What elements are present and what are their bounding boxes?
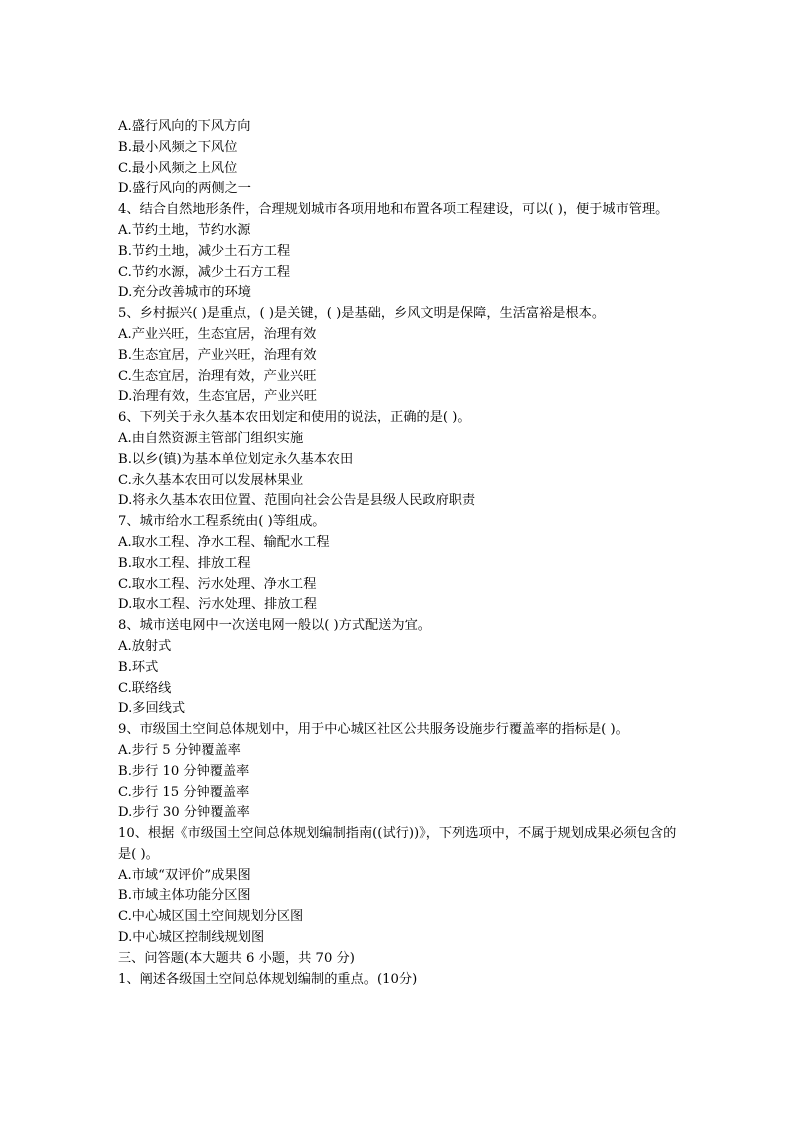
q6-option-d: D.将永久基本农田位置、范围向社会公告是县级人民政府职责 — [118, 493, 476, 509]
q6-option-c: C.永久基本农田可以发展林果业 — [118, 472, 304, 488]
q10-option-c: C.中心城区国土空间规划分区图 — [118, 909, 304, 925]
q4-option-a: A.节约土地，节约水源 — [118, 222, 251, 238]
q10-option-b: B.市域主体功能分区图 — [118, 888, 251, 904]
q3-option-d: D.盛行风向的两侧之一 — [118, 181, 251, 197]
q6-option-a: A.由自然资源主管部门组织实施 — [118, 430, 304, 446]
q9-option-c: C.步行 15 分钟覆盖率 — [118, 784, 250, 800]
q8-stem: 8、城市送电网中一次送电网一般以( )方式配送为宜。 — [118, 618, 431, 634]
q5-option-c: C.生态宜居，治理有效，产业兴旺 — [118, 368, 317, 384]
q3-option-b: B.最小风频之下风位 — [118, 139, 238, 155]
section-heading-essay: 三、问答题(本大题共 6 小题，共 70 分) — [118, 950, 355, 966]
q5-option-a: A.产业兴旺，生态宜居，治理有效 — [118, 326, 317, 342]
q5-option-b: B.生态宜居，产业兴旺，治理有效 — [118, 347, 317, 363]
q4-option-c: C.节约水源，减少土石方工程 — [118, 264, 291, 280]
q10-option-d: D.中心城区控制线规划图 — [118, 930, 265, 946]
q8-option-c: C.联络线 — [118, 680, 172, 696]
q10-stem: 10、根据《市级国土空间总体规划编制指南((试行))》，下列选项中，不属于规划成果必须包含的是( )。 — [118, 826, 677, 862]
q3-option-a: A.盛行风向的下风方向 — [118, 119, 251, 134]
q6-option-b: B.以乡(镇)为基本单位划定永久基本农田 — [118, 451, 354, 467]
q9-option-d: D.步行 30 分钟覆盖率 — [118, 805, 250, 821]
q10-option-a: A.市域“双评价”成果图 — [118, 867, 251, 883]
q7-stem: 7、城市给水工程系统由( )等组成。 — [118, 514, 326, 530]
q4-stem: 4、结合自然地形条件，合理规划城市各项用地和布置各项工程建设，可以( )，便于城市管理。 — [118, 202, 669, 218]
q7-option-a: A.取水工程、净水工程、输配水工程 — [118, 534, 330, 550]
q8-option-a: A.放射式 — [118, 638, 172, 654]
q4-option-b: B.节约土地，减少土石方工程 — [118, 243, 291, 259]
q9-option-a: A.步行 5 分钟覆盖率 — [118, 742, 241, 758]
q6-stem: 6、下列关于永久基本农田划定和使用的说法，正确的是( )。 — [118, 410, 471, 426]
q3-option-c: C.最小风频之上风位 — [118, 160, 238, 176]
q7-option-c: C.取水工程、污水处理、净水工程 — [118, 576, 317, 592]
q7-option-b: B.取水工程、排放工程 — [118, 555, 251, 571]
q9-option-b: B.步行 10 分钟覆盖率 — [118, 763, 250, 779]
q4-option-d: D.充分改善城市的环境 — [118, 285, 251, 301]
q7-option-d: D.取水工程、污水处理、排放工程 — [118, 597, 317, 613]
document-page — [118, 117, 678, 990]
q5-stem: 5、乡村振兴( )是重点，( )是关键，( )是基础，乡风文明是保障，生活富裕是根本。 — [118, 306, 606, 322]
q8-option-d: D.多回线式 — [118, 701, 186, 717]
essay-q1-stem: 1、阐述各级国土空间总体规划编制的重点。(10分) — [118, 971, 418, 987]
q8-option-b: B.环式 — [118, 659, 159, 675]
q5-option-d: D.治理有效，生态宜居，产业兴旺 — [118, 389, 317, 405]
q9-stem: 9、市级国土空间总体规划中，用于中心城区社区公共服务设施步行覆盖率的指标是( )。 — [118, 722, 629, 738]
